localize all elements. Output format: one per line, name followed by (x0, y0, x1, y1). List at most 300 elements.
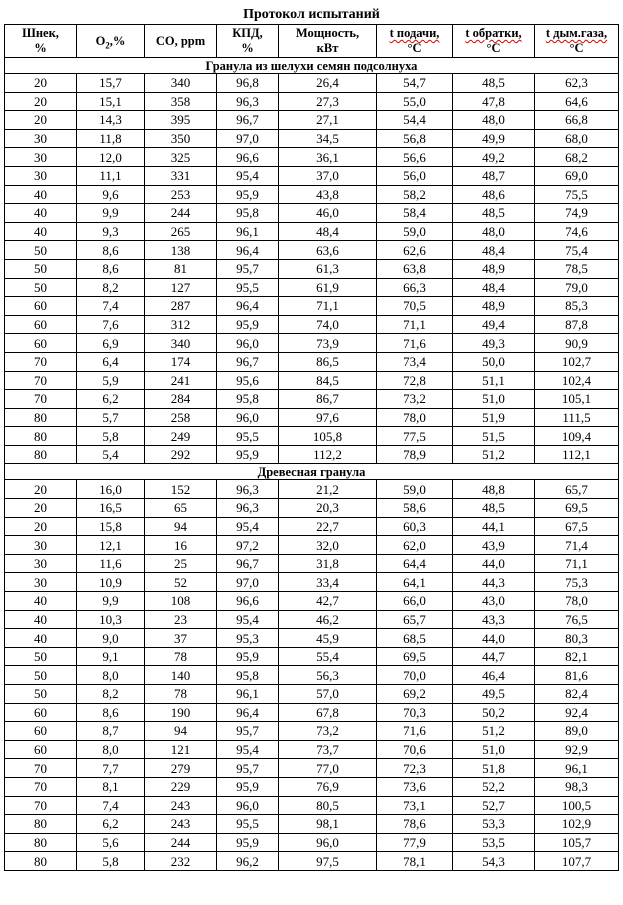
table-cell: 40 (5, 204, 77, 223)
table-cell: 78,6 (377, 815, 453, 834)
table-cell: 51,1 (453, 371, 535, 390)
table-cell: 54,7 (377, 74, 453, 93)
table-row (5, 241, 619, 260)
table-cell: 111,5 (535, 408, 619, 427)
table-cell: 95,7 (217, 259, 279, 278)
table-cell: 15,8 (77, 517, 145, 536)
table-cell: 229 (145, 777, 217, 796)
table-row (5, 129, 619, 148)
table-cell: 8,6 (77, 703, 145, 722)
table-cell: 53,3 (453, 815, 535, 834)
table-row (5, 703, 619, 722)
table-cell: 74,0 (279, 315, 377, 334)
table-row (5, 352, 619, 371)
table-cell: 9,9 (77, 204, 145, 223)
table-cell: 60 (5, 297, 77, 316)
table-row (5, 259, 619, 278)
table-cell: 36,1 (279, 148, 377, 167)
table-cell: 48,9 (453, 297, 535, 316)
table-cell: 69,5 (535, 499, 619, 518)
table-cell: 32,0 (279, 536, 377, 555)
test-protocol-table (4, 24, 619, 871)
table-cell: 73,7 (279, 740, 377, 759)
table-cell: 65,7 (377, 610, 453, 629)
table-cell: 71,1 (279, 297, 377, 316)
table-cell: 6,4 (77, 352, 145, 371)
table-cell: 96,7 (217, 352, 279, 371)
table-cell: 67,5 (535, 517, 619, 536)
table-cell: 30 (5, 129, 77, 148)
table-cell: 48,8 (453, 480, 535, 499)
table-cell: 70 (5, 777, 77, 796)
table-cell: 66,3 (377, 278, 453, 297)
table-row (5, 629, 619, 648)
table-cell: 82,4 (535, 685, 619, 704)
table-cell: 258 (145, 408, 217, 427)
table-cell: 69,5 (377, 647, 453, 666)
table-cell: 5,6 (77, 833, 145, 852)
table-cell: 109,4 (535, 427, 619, 446)
table-cell: 30 (5, 166, 77, 185)
table-cell: 68,5 (377, 629, 453, 648)
table-cell: 40 (5, 629, 77, 648)
table-cell: 51,0 (453, 740, 535, 759)
table-cell: 9,1 (77, 647, 145, 666)
table-row (5, 315, 619, 334)
table-row (5, 554, 619, 573)
table-cell: 121 (145, 740, 217, 759)
table-cell: 174 (145, 352, 217, 371)
table-cell: 95,5 (217, 815, 279, 834)
table-cell: 9,0 (77, 629, 145, 648)
table-cell: 95,8 (217, 204, 279, 223)
table-cell: 69,0 (535, 166, 619, 185)
table-row (5, 796, 619, 815)
table-cell: 61,9 (279, 278, 377, 297)
table-cell: 30 (5, 536, 77, 555)
table-cell: 6,9 (77, 334, 145, 353)
header-power: Мощность, кВт (279, 25, 377, 58)
table-cell: 253 (145, 185, 217, 204)
table-cell: 11,8 (77, 129, 145, 148)
table-cell: 30 (5, 148, 77, 167)
table-row (5, 573, 619, 592)
table-row (5, 536, 619, 555)
table-cell: 66,8 (535, 111, 619, 130)
table-cell: 11,6 (77, 554, 145, 573)
table-cell: 96,8 (217, 74, 279, 93)
table-row (5, 445, 619, 464)
document-title: Протокол испытаний (243, 7, 380, 22)
table-cell: 72,3 (377, 759, 453, 778)
table-cell: 8,2 (77, 278, 145, 297)
table-cell: 20 (5, 517, 77, 536)
table-cell: 97,0 (217, 573, 279, 592)
table-cell: 60 (5, 315, 77, 334)
table-row (5, 166, 619, 185)
table-row (5, 92, 619, 111)
table-cell: 60 (5, 334, 77, 353)
table-cell: 45,9 (279, 629, 377, 648)
table-cell: 52,7 (453, 796, 535, 815)
table-cell: 244 (145, 204, 217, 223)
table-cell: 52,2 (453, 777, 535, 796)
header-row (5, 25, 619, 58)
table-cell: 9,3 (77, 222, 145, 241)
table-cell: 358 (145, 92, 217, 111)
table-cell: 105,7 (535, 833, 619, 852)
table-cell: 76,5 (535, 610, 619, 629)
table-cell: 70 (5, 352, 77, 371)
table-row (5, 517, 619, 536)
table-cell: 107,7 (535, 852, 619, 871)
header-o2-label: $O_2,\%$ (95, 33, 126, 50)
table-cell: 64,4 (377, 554, 453, 573)
table-cell: 73,9 (279, 334, 377, 353)
table-cell: 80 (5, 445, 77, 464)
table-row (5, 740, 619, 759)
table-cell: 70 (5, 796, 77, 815)
table-cell: 46,4 (453, 666, 535, 685)
table-cell: 96,7 (217, 111, 279, 130)
table-cell: 96,1 (217, 222, 279, 241)
table-cell: 98,3 (535, 777, 619, 796)
table-cell: 96,2 (217, 852, 279, 871)
table-cell: 95,9 (217, 315, 279, 334)
table-cell: 50 (5, 647, 77, 666)
table-row (5, 610, 619, 629)
table-cell: 78 (145, 685, 217, 704)
table-cell: 62,3 (535, 74, 619, 93)
table-cell: 65,7 (535, 480, 619, 499)
table-cell: 16 (145, 536, 217, 555)
table-cell: 52 (145, 573, 217, 592)
table-cell: 92,4 (535, 703, 619, 722)
table-cell: 37,0 (279, 166, 377, 185)
header-supply-temp: t подачи, °C (377, 25, 453, 58)
table-row (5, 480, 619, 499)
table-cell: 79,0 (535, 278, 619, 297)
table-cell: 48,0 (453, 111, 535, 130)
table-cell: 73,2 (377, 390, 453, 409)
table-cell: 95,9 (217, 647, 279, 666)
table-cell: 20 (5, 92, 77, 111)
table-cell: 43,3 (453, 610, 535, 629)
table-cell: 9,6 (77, 185, 145, 204)
table-cell: 63,6 (279, 241, 377, 260)
table-cell: 48,4 (453, 241, 535, 260)
table-cell: 74,6 (535, 222, 619, 241)
table-cell: 312 (145, 315, 217, 334)
table-cell: 49,9 (453, 129, 535, 148)
table-cell: 78,1 (377, 852, 453, 871)
table-cell: 265 (145, 222, 217, 241)
table-cell: 51,8 (453, 759, 535, 778)
table-cell: 48,7 (453, 166, 535, 185)
table-cell: 8,2 (77, 685, 145, 704)
table-cell: 92,9 (535, 740, 619, 759)
table-cell: 95,6 (217, 371, 279, 390)
table-cell: 14,3 (77, 111, 145, 130)
table-cell: 244 (145, 833, 217, 852)
table-cell: 49,2 (453, 148, 535, 167)
table-cell: 98,1 (279, 815, 377, 834)
table-row (5, 74, 619, 93)
table-cell: 96,1 (217, 685, 279, 704)
table-cell: 97,6 (279, 408, 377, 427)
table-cell: 243 (145, 815, 217, 834)
table-cell: 48,9 (453, 259, 535, 278)
table-cell: 51,2 (453, 722, 535, 741)
table-cell: 112,2 (279, 445, 377, 464)
header-flue-gas-temp: t дым.газа, °C (535, 25, 619, 58)
table-cell: 60 (5, 703, 77, 722)
table-cell: 395 (145, 111, 217, 130)
table-row (5, 390, 619, 409)
table-cell: 7,6 (77, 315, 145, 334)
table-cell: 44,0 (453, 554, 535, 573)
table-cell: 68,0 (535, 129, 619, 148)
table-cell: 105,8 (279, 427, 377, 446)
table-cell: 73,1 (377, 796, 453, 815)
table-cell: 105,1 (535, 390, 619, 409)
table-cell: 63,8 (377, 259, 453, 278)
table-cell: 70 (5, 759, 77, 778)
table-cell: 7,4 (77, 796, 145, 815)
table-cell: 95,9 (217, 445, 279, 464)
table-cell: 97,5 (279, 852, 377, 871)
table-cell: 95,7 (217, 759, 279, 778)
table-cell: 80 (5, 427, 77, 446)
table-cell: 340 (145, 334, 217, 353)
table-row (5, 722, 619, 741)
table-row (5, 499, 619, 518)
table-row (5, 148, 619, 167)
table-cell: 96,3 (217, 480, 279, 499)
table-row (5, 427, 619, 446)
table-cell: 33,4 (279, 573, 377, 592)
table-cell: 50,2 (453, 703, 535, 722)
table-cell: 73,4 (377, 352, 453, 371)
table-cell: 71,1 (535, 554, 619, 573)
table-cell: 95,3 (217, 629, 279, 648)
table-cell: 140 (145, 666, 217, 685)
table-cell: 8,6 (77, 259, 145, 278)
table-cell: 40 (5, 222, 77, 241)
table-cell: 77,9 (377, 833, 453, 852)
header-co: CO, ppm (145, 25, 217, 58)
table-cell: 95,5 (217, 278, 279, 297)
table-cell: 62,6 (377, 241, 453, 260)
table-cell: 49,5 (453, 685, 535, 704)
section-title: Гранула из шелухи семян подсолнуха (5, 58, 619, 74)
table-cell: 51,2 (453, 445, 535, 464)
table-cell: 284 (145, 390, 217, 409)
table-cell: 20 (5, 499, 77, 518)
table-cell: 10,9 (77, 573, 145, 592)
table-cell: 12,0 (77, 148, 145, 167)
table-cell: 44,1 (453, 517, 535, 536)
table-cell: 74,9 (535, 204, 619, 223)
table-cell: 96,4 (217, 241, 279, 260)
table-cell: 78,9 (377, 445, 453, 464)
table-cell: 40 (5, 185, 77, 204)
table-cell: 331 (145, 166, 217, 185)
header-auger: Шнек, % (5, 25, 77, 58)
table-cell: 27,3 (279, 92, 377, 111)
table-cell: 55,4 (279, 647, 377, 666)
table-cell: 50 (5, 685, 77, 704)
table-cell: 190 (145, 703, 217, 722)
table-cell: 82,1 (535, 647, 619, 666)
table-cell: 90,9 (535, 334, 619, 353)
table-cell: 64,1 (377, 573, 453, 592)
table-cell: 44,7 (453, 647, 535, 666)
table-row (5, 592, 619, 611)
table-cell: 77,0 (279, 759, 377, 778)
table-cell: 80,5 (279, 796, 377, 815)
table-cell: 8,0 (77, 740, 145, 759)
table-cell: 95,4 (217, 166, 279, 185)
table-cell: 69,2 (377, 685, 453, 704)
table-cell: 61,3 (279, 259, 377, 278)
table-cell: 78 (145, 647, 217, 666)
table-cell: 58,2 (377, 185, 453, 204)
table-cell: 95,4 (217, 517, 279, 536)
table-cell: 42,7 (279, 592, 377, 611)
table-cell: 78,0 (535, 592, 619, 611)
header-return-temp: t обратки, °C (453, 25, 535, 58)
table-cell: 81 (145, 259, 217, 278)
table-cell: 75,5 (535, 185, 619, 204)
table-cell: 49,3 (453, 334, 535, 353)
table-cell: 48,5 (453, 204, 535, 223)
table-cell: 5,4 (77, 445, 145, 464)
table-cell: 71,1 (377, 315, 453, 334)
table-cell: 287 (145, 297, 217, 316)
table-cell: 60,3 (377, 517, 453, 536)
table-cell: 86,5 (279, 352, 377, 371)
table-cell: 68,2 (535, 148, 619, 167)
table-cell: 102,7 (535, 352, 619, 371)
table-row (5, 685, 619, 704)
header-efficiency: КПД, % (217, 25, 279, 58)
table-cell: 112,1 (535, 445, 619, 464)
table-cell: 96,4 (217, 297, 279, 316)
table-cell: 56,3 (279, 666, 377, 685)
table-cell: 6,2 (77, 390, 145, 409)
table-cell: 292 (145, 445, 217, 464)
table-cell: 95,5 (217, 427, 279, 446)
table-cell: 108 (145, 592, 217, 611)
table-cell: 43,8 (279, 185, 377, 204)
table-cell: 95,8 (217, 666, 279, 685)
table-cell: 241 (145, 371, 217, 390)
table-cell: 78,5 (535, 259, 619, 278)
table-cell: 20,3 (279, 499, 377, 518)
table-cell: 48,5 (453, 499, 535, 518)
table-row (5, 815, 619, 834)
table-cell: 55,0 (377, 92, 453, 111)
table-cell: 73,6 (377, 777, 453, 796)
table-cell: 89,0 (535, 722, 619, 741)
table-cell: 40 (5, 610, 77, 629)
table-cell: 59,0 (377, 222, 453, 241)
table-row (5, 278, 619, 297)
table-cell: 94 (145, 722, 217, 741)
table-cell: 75,4 (535, 241, 619, 260)
table-cell: 70 (5, 371, 77, 390)
table-cell: 86,7 (279, 390, 377, 409)
table-cell: 51,0 (453, 390, 535, 409)
table-row (5, 408, 619, 427)
table-cell: 71,4 (535, 536, 619, 555)
table-cell: 70,3 (377, 703, 453, 722)
table-cell: 8,6 (77, 241, 145, 260)
table-cell: 20 (5, 111, 77, 130)
table-cell: 70,5 (377, 297, 453, 316)
table-cell: 48,6 (453, 185, 535, 204)
table-cell: 49,4 (453, 315, 535, 334)
table-cell: 97,2 (217, 536, 279, 555)
table-cell: 100,5 (535, 796, 619, 815)
table-cell: 25 (145, 554, 217, 573)
table-cell: 325 (145, 148, 217, 167)
table-cell: 48,0 (453, 222, 535, 241)
header-o2 (77, 25, 145, 58)
table-cell: 95,4 (217, 740, 279, 759)
table-cell: 152 (145, 480, 217, 499)
table-cell: 80 (5, 408, 77, 427)
table-cell: 60 (5, 740, 77, 759)
table-cell: 7,4 (77, 297, 145, 316)
table-cell: 102,9 (535, 815, 619, 834)
table-cell: 56,0 (377, 166, 453, 185)
table-cell: 87,8 (535, 315, 619, 334)
table-body (5, 58, 619, 871)
section-title: Древесная гранула (5, 464, 619, 480)
table-cell: 10,3 (77, 610, 145, 629)
table-row (5, 371, 619, 390)
table-cell: 40 (5, 592, 77, 611)
table-cell: 46,2 (279, 610, 377, 629)
table-cell: 249 (145, 427, 217, 446)
table-cell: 8,7 (77, 722, 145, 741)
table-cell: 340 (145, 74, 217, 93)
table-row (5, 297, 619, 316)
table-cell: 67,8 (279, 703, 377, 722)
table-cell: 94 (145, 517, 217, 536)
table-cell: 48,5 (453, 74, 535, 93)
table-cell: 60 (5, 722, 77, 741)
table-cell: 15,7 (77, 74, 145, 93)
table-cell: 138 (145, 241, 217, 260)
table-cell: 95,9 (217, 833, 279, 852)
table-cell: 54,3 (453, 852, 535, 871)
table-cell: 77,5 (377, 427, 453, 446)
table-cell: 95,4 (217, 610, 279, 629)
table-cell: 5,8 (77, 852, 145, 871)
table-cell: 50 (5, 666, 77, 685)
table-cell: 85,3 (535, 297, 619, 316)
table-row (5, 111, 619, 130)
table-row (5, 777, 619, 796)
table-cell: 279 (145, 759, 217, 778)
table-cell: 48,4 (453, 278, 535, 297)
table-cell: 96,3 (217, 499, 279, 518)
table-cell: 7,7 (77, 759, 145, 778)
table-cell: 95,9 (217, 777, 279, 796)
